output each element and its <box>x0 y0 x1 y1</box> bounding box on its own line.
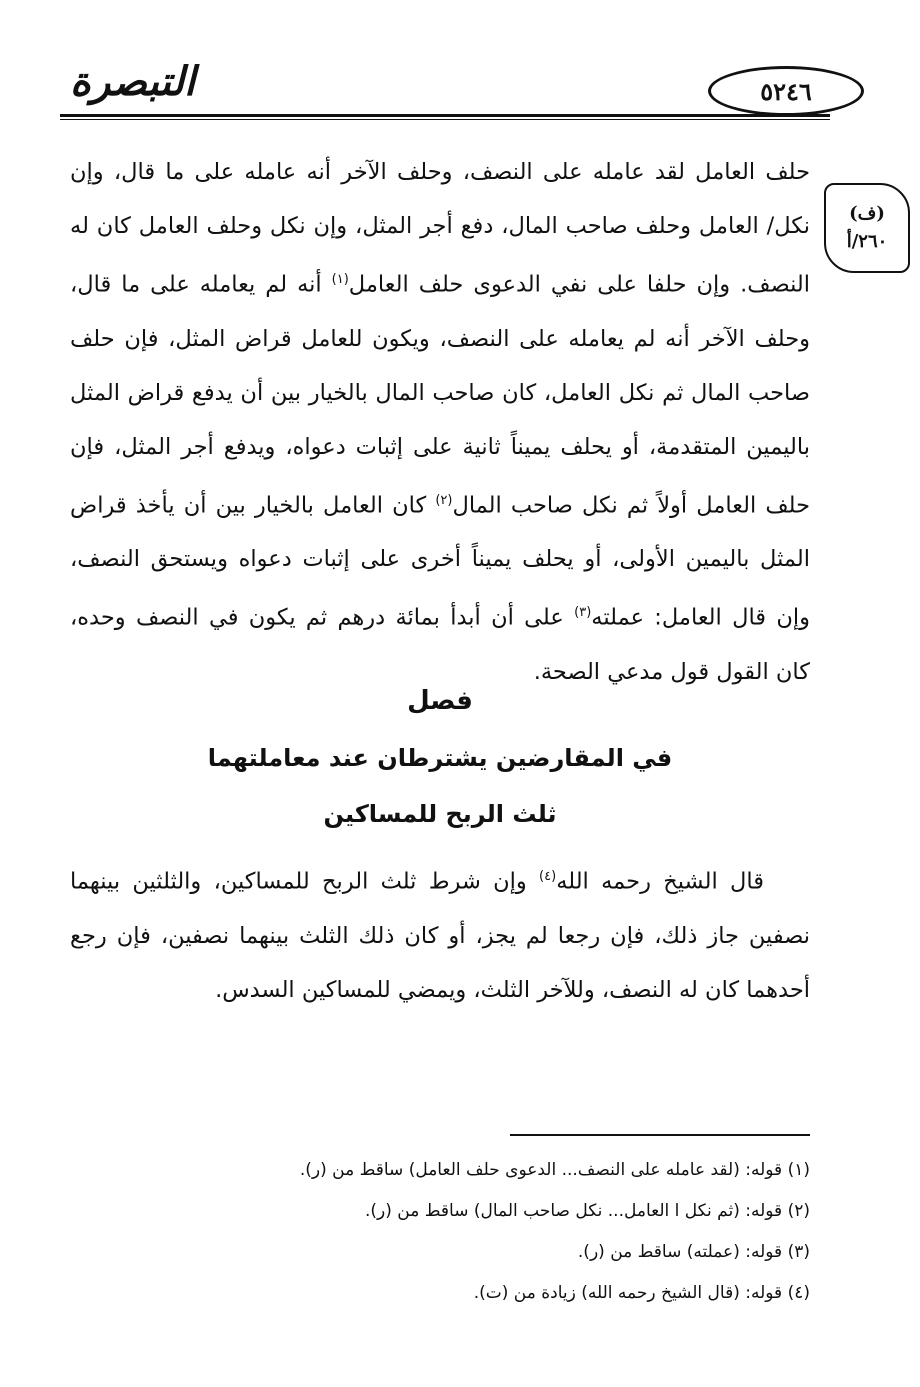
page-number: ٥٢٤٦ <box>708 66 864 116</box>
book-title: التبصرة <box>70 58 196 105</box>
para2-text-1: قال الشيخ رحمه الله <box>556 868 764 895</box>
margin-note-label: (ف) <box>849 203 885 224</box>
para2-text-2: وإن شرط ثلث الربح للمساكين، والثلثين بينهما نصفين جاز ذلك، فإن رجعا لم يجز، أو كان ذلك الثلث بينهما نصفين، فإن رجع أحدهما كان له النصف، وللآخر الثلث، ويمضي للمساكين السدس. <box>70 868 810 1003</box>
footnote-ref-2: (٢) <box>435 492 453 508</box>
footnotes <box>120 1150 810 1314</box>
header-rule <box>60 114 830 117</box>
para1-text-1: حلف العامل لقد عامله على النصف، وحلف الآخر أنه عامله على ما قال، وإن نكل/ العامل وحلف صاحب المال، دفع أجر المثل، وإن نكل وحلف العامل كان له النصف. وإن حلفا على نفي الدعوى حلف العامل <box>70 159 810 298</box>
footnote-2: (٢) قوله: (ثم نكل ا العامل... نكل صاحب المال) ساقط من (ر). <box>365 1201 810 1221</box>
main-paragraph <box>70 145 810 699</box>
para1-text-4: على أن أبدأ بمائة درهم ثم يكون في النصف وحده، كان القول قول مدعي الصحة. <box>70 604 810 685</box>
footnote-3: (٣) قوله: (عملته) ساقط من (ر). <box>577 1242 810 1262</box>
second-paragraph <box>70 850 810 1017</box>
margin-note-folio: ٢٦٠/أ <box>846 231 888 252</box>
page-header <box>60 52 830 122</box>
footnote-ref-4: (٤) <box>539 869 557 884</box>
manuscript-margin-note <box>824 183 910 273</box>
footnote-separator <box>510 1134 810 1136</box>
header-rule-thin <box>60 119 830 120</box>
footnote-ref-1: (١) <box>331 272 349 287</box>
section-subtitle-1: في المقارضين يشترطان عند معاملتهما <box>207 744 673 772</box>
footnote-ref-3: (٣) <box>574 605 592 620</box>
para1-text-2: أنه لم يعامله على ما قال، وحلف الآخر أنه لم يعامله على النصف، ويكون للعامل قراض المثل، فإن حلف صاحب المال ثم نكل العامل، كان صاحب المال بالخيار بين أن يدفع قراض المثل باليمين المتقدمة، أو يحلف يميناً ثانية على إثبات دعواه، ويدفع أجر المثل، فإن حلف العامل أولاً ثم نكل صاحب المال <box>70 271 810 518</box>
footnote-1: (١) قوله: (لقد عامله على النصف... الدعوى حلف العامل) ساقط من (ر). <box>299 1160 810 1180</box>
section-subtitle-2: ثلث الربح للمساكين <box>323 800 557 828</box>
para1-text-3: كان العامل بالخيار بين أن يأخذ قراض المثل باليمين الأولى، أو يحلف يميناً أخرى على إثبات دعواه ويستحق النصف، وإن قال العامل: عملته <box>70 492 811 631</box>
footnote-4: (٤) قوله: (قال الشيخ رحمه الله) زيادة من (ت). <box>473 1283 810 1303</box>
section-heading: فصل <box>407 686 473 716</box>
